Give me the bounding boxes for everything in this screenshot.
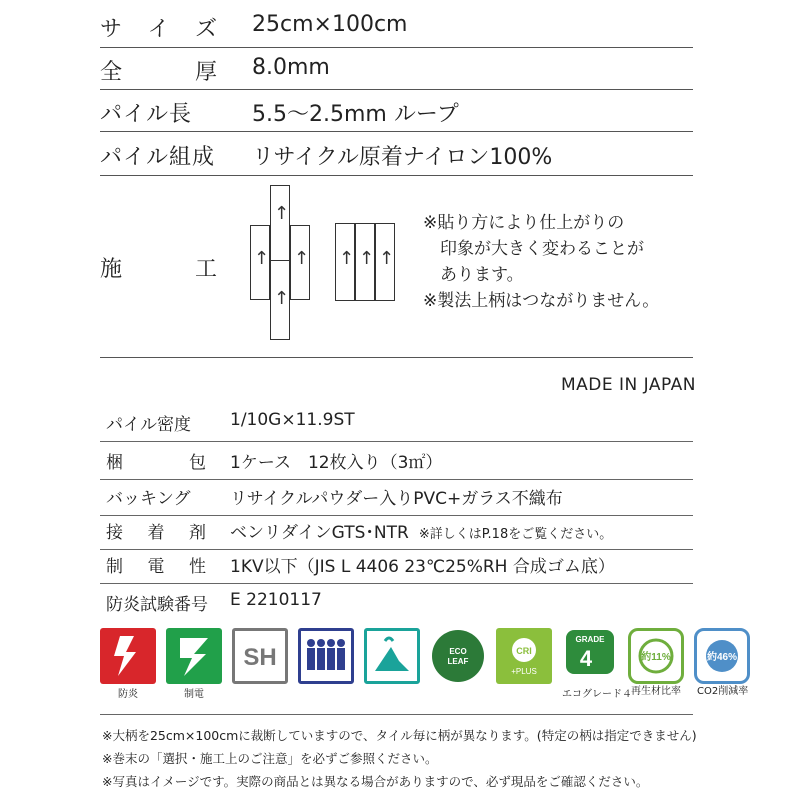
fireproof-icon: 防炎 bbox=[100, 628, 156, 684]
footnote-divider bbox=[100, 714, 693, 715]
spec-row-size bbox=[100, 12, 693, 48]
spec-label-antistatic: 制 電 性 bbox=[106, 557, 206, 577]
spec-label-pile-length: パイル長 bbox=[100, 102, 193, 127]
spec-row-fire-test bbox=[100, 590, 693, 620]
spec-value-thickness: 8.0mm bbox=[252, 55, 330, 80]
spec-label-pile-density: パイル密度 bbox=[106, 415, 191, 435]
svg-text:LEAF: LEAF bbox=[447, 657, 469, 666]
spec-value-backing: リサイクルパウダー入りPVC+ガラス不織布 bbox=[230, 489, 563, 509]
spec-row-packing bbox=[100, 448, 693, 480]
installation-note: ※貼り方により仕上がりの 印象が大きく変わることが あります。 ※製法上柄はつながりません。 bbox=[423, 213, 660, 311]
spec-label-thickness: 全 厚 bbox=[100, 60, 218, 85]
spec-label-adhesive: 接 着 剤 bbox=[106, 523, 206, 543]
spec-value-antistatic: 1KV以下（JIS L 4406 23℃25%RH 合成ゴム底） bbox=[230, 557, 615, 577]
svg-text:GRADE: GRADE bbox=[575, 635, 605, 644]
svg-text:+PLUS: +PLUS bbox=[511, 667, 537, 676]
up-arrow-icon: ↑ bbox=[254, 248, 270, 269]
svg-text:約46%: 約46% bbox=[706, 652, 738, 663]
spec-value-adhesive: ベンリダインGTS･NTR ※詳しくはP.18をご覧ください。 bbox=[230, 523, 613, 543]
spec-label-fire-test: 防炎試験番号 bbox=[106, 595, 208, 615]
up-arrow-icon: ↑ bbox=[274, 203, 290, 224]
spec-row-pile-length bbox=[100, 97, 693, 132]
spec-row-antistatic bbox=[100, 552, 693, 584]
recycle-rate-icon: 約11% 再生材比率 bbox=[628, 628, 684, 684]
adhesive-note: ※詳しくはP.18をご覧ください。 bbox=[418, 527, 613, 542]
water-icon bbox=[364, 628, 420, 684]
spec-row-pile-density bbox=[100, 410, 693, 442]
up-arrow-icon: ↑ bbox=[339, 248, 355, 269]
installation-diagram bbox=[245, 185, 405, 345]
sh-icon bbox=[232, 628, 288, 684]
spec-value-pile-length: 5.5〜2.5mm ループ bbox=[252, 102, 459, 127]
svg-text:約11%: 約11% bbox=[641, 652, 671, 663]
eco-leaf-icon bbox=[430, 628, 486, 684]
up-arrow-icon: ↑ bbox=[379, 248, 395, 269]
people-icon bbox=[298, 628, 354, 684]
spec-label-packing: 梱 包 bbox=[106, 453, 206, 473]
spec-row-pile-composition bbox=[100, 140, 693, 176]
svg-text:SH: SH bbox=[243, 644, 277, 671]
spec-value-packing: 1ケース 12枚入り（3㎡） bbox=[230, 453, 443, 473]
eco-grade-icon: GRADE 4 エコグレード４ bbox=[562, 628, 618, 684]
spec-label-size: サ イ ズ bbox=[100, 17, 218, 42]
spec-value-size: 25cm×100cm bbox=[252, 12, 408, 37]
spec-row-thickness bbox=[100, 55, 693, 90]
footnote-1: ※大柄を25cm×100cmに裁断していますので、タイル毎に柄が異なります。(特定の柄は指定できません) bbox=[102, 728, 697, 743]
cri-plus-icon bbox=[496, 628, 552, 684]
spec-label-backing: バッキング bbox=[106, 489, 191, 509]
svg-text:4: 4 bbox=[579, 646, 593, 671]
svg-text:ECO: ECO bbox=[449, 647, 467, 656]
footnote-3: ※写真はイメージです。実際の商品とは異なる場合がありますので、必ず現品をご確認ください。 bbox=[102, 774, 649, 789]
co2-reduction-icon: 約46% CO2削減率 bbox=[694, 628, 750, 684]
footnote-2: ※巻末の「選択・施工上のご注意」を必ずご参照ください。 bbox=[102, 751, 438, 766]
spec-row-backing bbox=[100, 484, 693, 516]
up-arrow-icon: ↑ bbox=[274, 288, 290, 309]
spec-value-pile-density: 1/10G×11.9ST bbox=[230, 410, 355, 430]
spec-label-installation: 施 工 bbox=[100, 257, 218, 282]
up-arrow-icon: ↑ bbox=[294, 248, 310, 269]
antistatic-icon: 制電 bbox=[166, 628, 222, 684]
spec-value-pile-composition: リサイクル原着ナイロン100% bbox=[252, 145, 553, 170]
certification-icons bbox=[100, 628, 750, 700]
made-in-label: MADE IN JAPAN bbox=[560, 375, 696, 395]
spec-value-fire-test: E 2210117 bbox=[230, 590, 322, 610]
up-arrow-icon: ↑ bbox=[359, 248, 375, 269]
spec-label-pile-composition: パイル組成 bbox=[100, 145, 216, 170]
spec-row-adhesive bbox=[100, 518, 693, 550]
svg-text:CRI: CRI bbox=[516, 646, 532, 656]
